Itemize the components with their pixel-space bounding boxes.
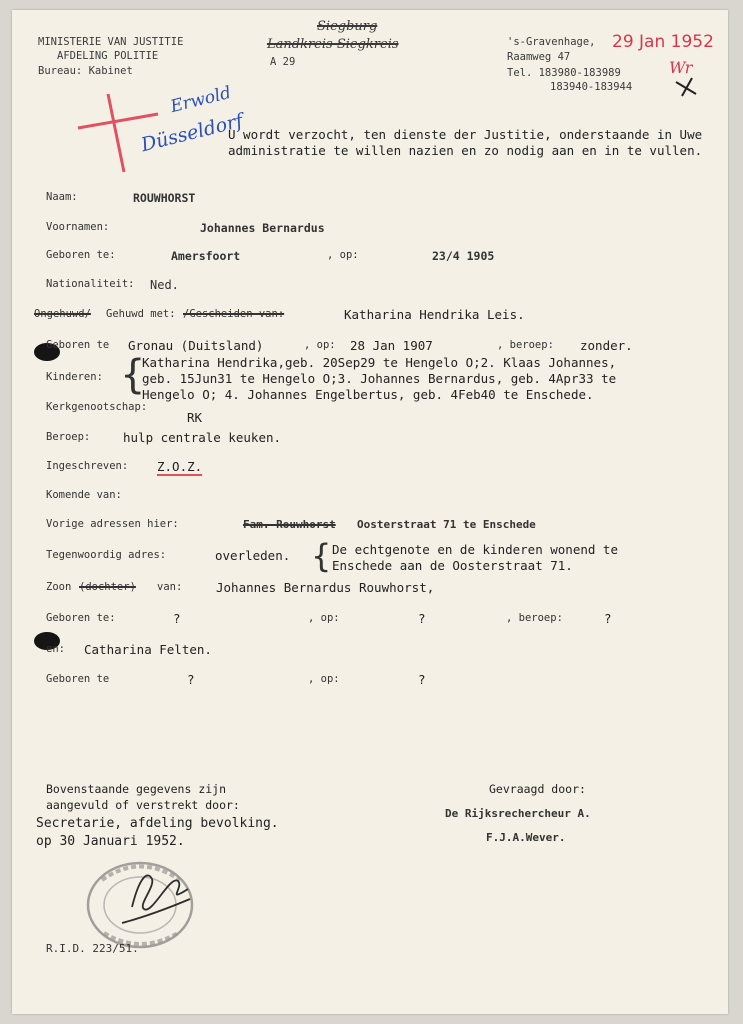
geboren-place: Amersfoort [171,249,241,263]
zoon-label: Zoon [46,581,72,593]
kinderen-line-2: geb. 15Jun31 te Hengelo O;3. Johannes Bernardus, geb. 4Apr33 te [142,371,617,386]
struck-handwritten-top: Siegburg [317,19,378,34]
kinderen-line-1: Katharina Hendrika,geb. 20Sep29 te Hengelo O;2. Klaas Johannes, [142,355,617,370]
spouse-beroep: zonder. [580,338,633,353]
ingeschreven-value: Z.O.Z. [157,459,203,474]
rid-number: R.I.D. 223/51. [46,942,139,955]
telephone-1: Tel. 183980-183989 [507,67,621,79]
handwritten-place-2: Düsseldorf [138,109,246,157]
father-born-date: ? [418,611,426,626]
ministry-line1: MINISTERIE VAN JUSTITIE [38,36,184,48]
nationaliteit-label: Nationaliteit: [46,278,135,290]
beroep-label: Beroep: [46,431,91,443]
kerk-label: Kerkgenootschap: [46,401,148,413]
municipal-seal-stamp [82,855,200,950]
geboren-date: 23/4 1905 [432,249,495,263]
mother-name: Catharina Felten. [84,642,212,657]
gehuwd-label: Gehuwd met: [106,308,176,320]
ingeschreven-label: Ingeschreven: [46,460,129,472]
tegenwoordig-note-2: Enschede aan de Oosterstraat 71. [332,558,573,573]
received-date-stamp: 29 Jan 1952 [612,32,714,52]
footer-right-line-3: F.J.A.Wever. [486,831,566,844]
red-initials: Wr [669,58,693,77]
struck-handwritten-main: Landkreis Siegkreis [267,37,399,52]
city: 's-Gravenhage, [507,36,596,48]
komende-label: Komende van: [46,489,122,501]
father-born-label: Geboren te: [46,612,116,624]
mother-born-date: ? [418,672,426,687]
mother-born-place: ? [187,672,195,687]
naam-value: ROUWHORST [133,191,196,205]
street: Raamweg 47 [507,51,571,63]
geboren-label: Geboren te: [46,249,116,261]
spouse-beroep-label: , beroep: [497,339,554,351]
spouse-born-label: Geboren te [46,339,110,351]
document-page [12,10,728,1014]
tegenwoordig-note-1: De echtgenote en de kinderen wonend te [332,542,618,557]
kinderen-line-3: Hengelo O; 4. Johannes Engelbertus, geb. 4Feb40 te Enschede. [142,387,594,402]
father-born-place: ? [173,611,181,626]
footer-left-line-2: aangevuld of verstrekt door: [46,798,240,812]
handwritten-place-1: Erwold [168,82,234,118]
spouse-born-place: Gronau (Duitsland) [128,338,264,353]
intro-line-1: U wordt verzocht, ten dienste der Justitie, onderstaande in Uwe [228,127,703,142]
naam-label: Naam: [46,191,78,203]
kinderen-label: Kinderen: [46,371,103,383]
father-beroep-label: , beroep: [506,612,563,624]
father-name: Johannes Bernardus Rouwhorst, [216,580,435,595]
footer-right-line-2: De Rijksrechercheur A. [445,807,591,820]
father-op-label: , op: [308,612,340,624]
van-label: van: [157,581,183,593]
footer-left-line-1: Bovenstaande gegevens zijn [46,782,227,796]
tegenwoordig-brace: { [311,537,332,575]
reference-number: A 29 [270,56,296,68]
tegenwoordig-value: overleden. [215,548,291,563]
ministry-line2: AFDELING POLITIE [57,50,159,62]
black-check-mark [672,74,702,98]
footer-left-line-3: Secretarie, afdeling bevolking. [36,816,279,831]
en-label: en: [46,643,65,655]
kinderen-brace: { [120,352,146,398]
dochter-struck: (dochter) [79,581,136,593]
beroep-value: hulp centrale keuken. [123,430,282,445]
vorige-struck: Fam. Rouwhorst [243,518,336,531]
father-beroep: ? [604,611,612,626]
tegenwoordig-label: Tegenwoordig adres: [46,549,167,561]
spouse-op-label: , op: [304,339,336,351]
geboren-op-label: , op: [327,249,359,261]
kerk-value: RK [187,410,203,425]
telephone-2: 183940-183944 [550,81,633,93]
gescheiden-struck: /Gescheiden van: [183,308,285,320]
vorige-label: Vorige adressen hier: [46,518,179,530]
spouse-born-date: 28 Jan 1907 [350,338,433,353]
vorige-value: Oosterstraat 71 te Enschede [357,518,536,531]
mother-op-label: , op: [308,673,340,685]
ongehuwd-struck: Ongehuwd/ [34,308,91,320]
voornamen-label: Voornamen: [46,221,110,233]
voornamen-value: Johannes Bernardus [200,221,325,235]
footer-right-line-1: Gevraagd door: [489,782,586,796]
nationaliteit-value: Ned. [150,278,179,292]
spouse-name: Katharina Hendrika Leis. [344,307,525,322]
mother-born-label: Geboren te [46,673,110,685]
intro-line-2: administratie te willen nazien en zo nodig aan en in te vullen. [228,143,703,158]
bureau-label: Bureau: Kabinet [38,65,133,77]
footer-left-line-4: op 30 Januari 1952. [36,834,185,849]
